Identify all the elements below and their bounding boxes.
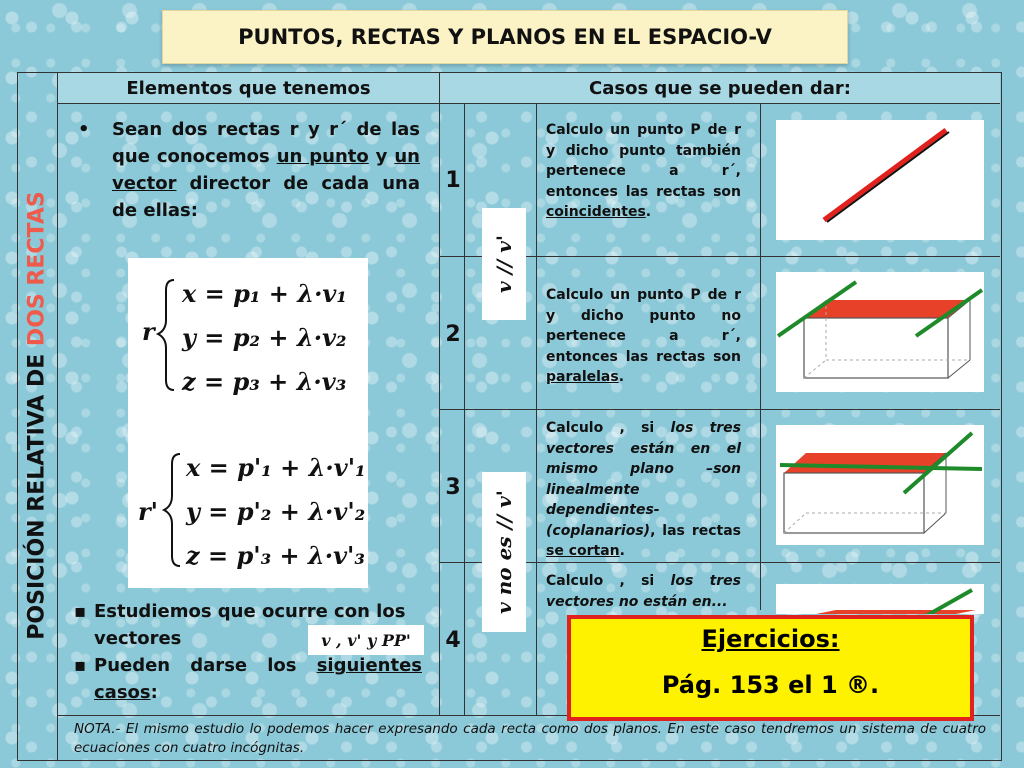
case-part: , entonces las rectas son [546,328,741,365]
intro-part: r´ [329,119,348,140]
bullet: • [78,119,90,140]
case-part: r´ [721,163,736,179]
case-part: Calculo , si [546,420,671,436]
case-part: r [734,287,741,303]
sidebar-label [17,72,57,759]
intro-part: r [289,119,299,140]
case-part: Calculo un punto [546,287,691,303]
intro-part: de las que conocemos [112,119,421,167]
skew-lines-image [776,584,984,614]
eq-line: x = p'₁ + λ·v'₁ [186,453,366,482]
lower-item-text: Estudiemos que ocurre con los vectores [94,601,406,649]
case-number: 4 [445,628,461,653]
divider [57,72,58,760]
case-part: P [690,287,701,303]
sidebar-label-highlight: DOS RECTAS [24,191,50,347]
case-part: P [690,122,701,138]
lower-item-text: : [150,682,158,703]
eq-line: x = p₁ + λ·v₁ [182,279,347,308]
case-part: Calculo , si [546,573,671,589]
intro-part: un vector [112,146,420,194]
intro-part: y [368,146,395,167]
divider [57,103,1000,104]
case-number: 2 [445,322,461,347]
divider [440,409,1000,410]
intro-part: director de cada una de ellas: [112,173,420,221]
exercises-colon: : [829,625,840,653]
equations-box [128,258,368,588]
note: NOTA.- El mismo estudio lo podemos hacer expresando cada recta como dos planos. En este caso tendremos un sistema de cuatro ecuaciones con cuatro incógnitas. [74,721,986,756]
eq-line: y = p'₂ + λ·v'₂ [186,497,366,526]
case-part: coincidentes [546,204,646,220]
condition-text: v no es // v' [492,490,517,614]
case-part: los tres vectores no están en... [546,573,741,610]
case-part: . [618,369,625,385]
bullet: ▪ [74,601,87,622]
r-prime-label: r' [138,497,158,526]
case-part: los tres vectores están en el mismo plano –son linealmente dependientes- (coplanarios) [546,420,741,539]
vectors-formula: v , v' y PP' [308,625,424,655]
case-part: . [619,543,625,559]
condition-text: v // v' [492,235,516,293]
divider [760,104,761,610]
exercises-box [567,615,974,721]
case-number: 3 [445,475,461,500]
intro-text [70,116,420,224]
case-text-2 [546,285,741,388]
case-part: se cortan [546,543,620,559]
case-part: y dicho punto también pertenece a [546,142,741,179]
page-title: PUNTOS, RECTAS Y PLANOS EN EL ESPACIO-V [162,10,848,64]
case-part: , las rectas [650,522,741,539]
case-part: r [734,122,741,138]
eq-line: z = p'₃ + λ·v'₃ [186,541,365,570]
case-text-4 [546,571,741,611]
r-label: r [142,317,155,346]
condition-not-parallel [482,472,526,632]
case-part: Calculo un punto [546,122,691,138]
lower-item-text: siguientes casos [94,655,422,703]
eq-line: z = p₃ + λ·v₃ [182,367,347,396]
case-part: . [645,204,652,220]
intro-part: un punto [276,146,369,167]
case-number: 1 [445,168,461,193]
intro-part: Sean dos rectas [112,119,290,140]
case-part: de [700,287,735,303]
case-text-3 [546,418,741,562]
case-part: , entonces las rectas son [546,163,741,200]
bullet: ▪ [74,655,87,676]
header-elements: Elementos que tenemos [58,73,439,103]
eq-line: y = p₂ + λ·v₂ [182,323,347,352]
intersecting-lines-image [776,425,984,545]
case-part: paralelas [546,369,619,385]
coincident-lines-image [776,120,984,240]
lower-item-text: Pueden darse los [94,655,317,676]
case-part: de [700,122,735,138]
sidebar-label-main: POSICIÓN RELATIVA DE [24,346,50,640]
case-part: y dicho punto no pertenece a [546,307,741,344]
header-cases: Casos que se pueden dar: [440,73,1000,103]
case-part: r´ [721,328,736,344]
exercises-page: Pág. 153 el 1 ®. [661,671,880,699]
condition-parallel [482,208,526,320]
parallel-lines-image [776,272,984,392]
intro-part: y [298,119,330,140]
exercises-heading: Ejercicios [701,625,830,653]
case-text-1 [546,120,741,223]
